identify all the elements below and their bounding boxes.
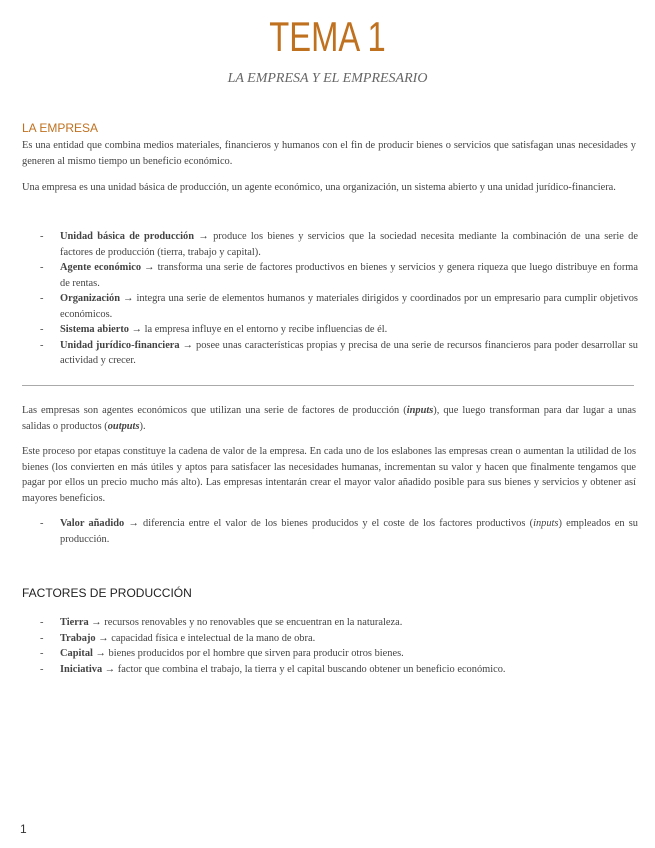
list-item-term: Unidad básica de producción — [60, 231, 195, 242]
list-item-term: Organización — [60, 293, 121, 304]
outputs-term: outputs — [107, 420, 140, 432]
list-item-text-part: diferencia entre el valor de los bienes producidos y el coste de los factores productivos ( — [143, 518, 534, 529]
list-item-text — [60, 518, 638, 545]
list-item-term: Sistema abierto — [60, 324, 129, 335]
inputs-term: inputs — [406, 405, 434, 416]
inputs-term: inputs — [533, 518, 559, 529]
list-item-text: capacidad física e intelectual de la mano de obra. — [111, 632, 316, 644]
list-item: - Unidad jurídico-financiera → posee unas características propias y precisa de una serie de recursos financieros para poder desarrollar su actividad y crecer. — [40, 339, 638, 366]
horizontal-divider — [22, 385, 634, 386]
list-item: - Organización → integra una serie de elementos humanos y materiales dirigidos y coordinados por un empresario para cumplir objetivos económicos. — [40, 293, 638, 320]
list-item-text: integra una serie de elementos humanos y materiales dirigidos y coordinados por un empresario para cumplir objetivos económicos. — [60, 293, 638, 320]
list-item: - Sistema abierto → la empresa influye en el entorno y recibe influencias de él. — [40, 324, 388, 335]
list-item: - Tierra → recursos renovables y no renovables que se encuentran en la naturaleza. — [40, 617, 403, 628]
page-title: TEMA 1 — [269, 13, 386, 60]
paragraph-text: Las empresas son agentes económicos que utilizan una serie de factores de producción ( — [22, 405, 407, 416]
arrow-icon: → — [144, 262, 155, 273]
page-subtitle: LA EMPRESA Y EL EMPRESARIO — [227, 71, 428, 86]
paragraph-definition: Es una entidad que combina medios materiales, financieros y humanos con el fin de producir bienes o servicios que satisfagan unas necesidades y generen al mismo tiempo un beneficio económico. — [22, 140, 636, 167]
list-item-text: produce los bienes y servicios que la sociedad necesita mediante la combinación de una serie de factores de producción (tierra, trabajo y capital). — [60, 231, 638, 258]
paragraph-text: ). — [139, 420, 146, 432]
arrow-icon: → — [128, 518, 139, 529]
list-item: - Unidad básica de producción → produce los bienes y servicios que la sociedad necesita mediante la combinación de una serie de factores de producción (tierra, trabajo y capital). — [40, 231, 638, 258]
list-item-term: Tierra — [60, 617, 89, 628]
list-item: - Agente económico → transforma una serie de factores productivos en bienes y servicios y genera riqueza que luego distribuye en forma de rentas. — [40, 262, 638, 289]
arrow-icon: → — [98, 632, 109, 644]
list-item-text-part: ) empleados en su producción. — [60, 518, 638, 545]
paragraph-value-chain: Este proceso por etapas constituye la cadena de valor de la empresa. En cada uno de los eslabones las empresas crean o aumentan la utilidad de los bienes (los convierten en más útiles y aptos para satisfacer las necesidades humanas, incrementan su valor y hacen que finalmente tengamos que pagar por ellos un precio mucho más alto). Las empresas intentarán crear el mayor valor añadido posible para sus bienes y servicios y obtener así mayores beneficios. — [22, 446, 636, 504]
paragraph-inputs-outputs — [22, 403, 636, 434]
arrow-icon: → — [95, 648, 106, 659]
list-item-term: Valor añadido — [60, 518, 125, 529]
valor-anadido-list — [22, 516, 638, 547]
page-number: 1 — [20, 822, 27, 836]
list-item: - Trabajo → capacidad física e intelectual de la mano de obra. — [40, 632, 316, 644]
list-item-text: posee unas características propias y precisa de una serie de recursos financieros para poder desarrollar su actividad y crecer. — [60, 339, 638, 366]
empresa-characteristics-list — [22, 229, 638, 369]
list-item: - Valor añadido → diferencia entre el valor de los bienes producidos y el coste de los factores productivos (inputs) empleados en su producción. — [40, 518, 638, 545]
list-item-term: Trabajo — [60, 632, 96, 644]
list-item-term: Iniciativa — [60, 663, 103, 675]
section-heading-factores: FACTORES DE PRODUCCIÓN — [22, 586, 192, 600]
list-item-text: la empresa influye en el entorno y recibe influencias de él. — [144, 324, 388, 335]
arrow-icon: → — [131, 324, 142, 335]
section-heading-la-empresa: LA EMPRESA — [22, 121, 99, 135]
list-item: - Iniciativa → factor que combina el trabajo, la tierra y el capital buscando obtener un beneficio económico. — [40, 663, 506, 675]
list-item-term: Capital — [60, 648, 93, 659]
list-item-text: bienes producidos por el hombre que sirven para producir otros bienes. — [108, 648, 404, 659]
list-item-text: recursos renovables y no renovables que se encuentran en la naturaleza. — [104, 617, 403, 628]
list-item: - Capital → bienes producidos por el hombre que sirven para producir otros bienes. — [40, 648, 404, 659]
arrow-icon: → — [123, 293, 134, 304]
arrow-icon: → — [182, 339, 194, 351]
arrow-icon: → — [198, 231, 209, 242]
arrow-icon: → — [91, 617, 102, 628]
list-item-term: Agente económico — [60, 262, 142, 273]
factores-list — [22, 615, 638, 677]
list-item-term: Unidad jurídico-financiera — [60, 339, 180, 351]
paragraph-text: ), que luego transforman para dar lugar a unas salidas o productos ( — [22, 405, 636, 432]
list-item-text: factor que combina el trabajo, la tierra y el capital buscando obtener un beneficio económico. — [117, 663, 506, 675]
arrow-icon: → — [104, 663, 116, 675]
list-item-text: transforma una serie de factores productivos en bienes y servicios y genera riqueza que luego distribuye en forma de rentas. — [60, 262, 638, 289]
paragraph-types: Una empresa es una unidad básica de producción, un agente económico, una organización, un sistema abierto y una unidad jurídico-financiera. — [22, 182, 616, 193]
